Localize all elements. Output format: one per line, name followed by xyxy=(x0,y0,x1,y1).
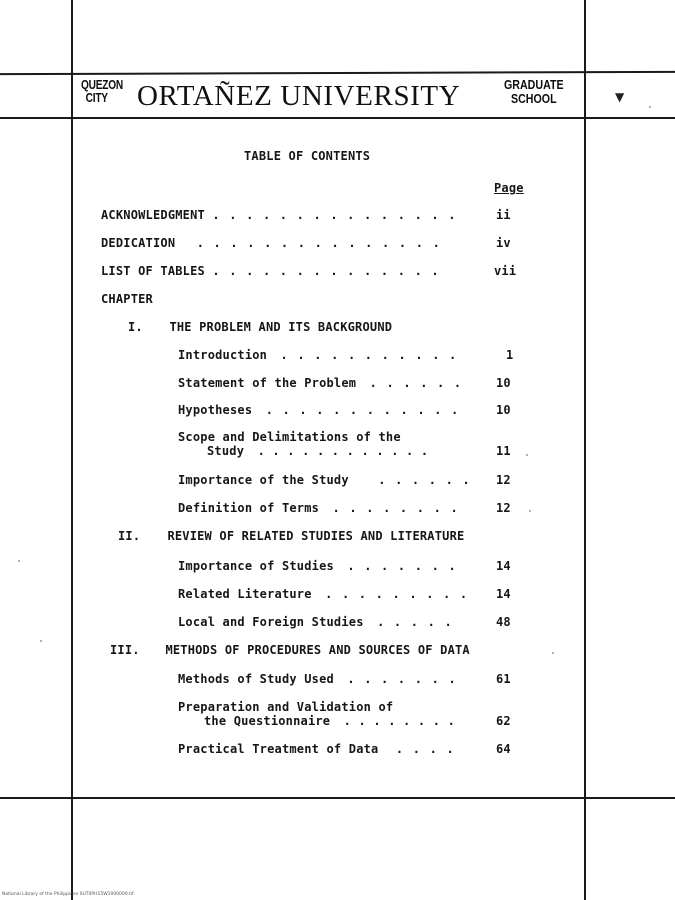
scan-speck xyxy=(529,510,531,512)
toc-entry-page: 10 xyxy=(496,403,511,417)
toc-entry-label: LIST OF TABLES xyxy=(101,264,205,278)
left-margin-line xyxy=(71,0,73,900)
toc-entry xyxy=(178,672,457,686)
toc-entry xyxy=(178,587,468,601)
scan-footer-note: National Library of the Philippines 0UT0PH15W1000000.tif xyxy=(2,892,134,897)
header-top-line xyxy=(0,71,675,75)
right-margin-line xyxy=(584,0,586,900)
toc-entry xyxy=(178,376,462,390)
toc-entry-label: Practical Treatment of Data xyxy=(178,742,379,756)
page-column-header: Page xyxy=(494,181,524,195)
toc-entry xyxy=(178,501,459,515)
leader-dots: . . . . . . . . . . . . . . xyxy=(212,264,440,278)
toc-entry xyxy=(178,403,459,417)
toc-entry-page: 12 xyxy=(496,501,511,515)
toc-entry-label: Related Literature xyxy=(178,587,312,601)
toc-entry-label-line2: Study xyxy=(207,444,245,458)
toc-entry xyxy=(178,559,457,573)
letterhead-school-line1: GRADUATE xyxy=(503,77,564,92)
chapter-title: METHODS OF PROCEDURES AND SOURCES OF DATA xyxy=(165,643,470,657)
scan-speck xyxy=(649,106,651,108)
toc-entry xyxy=(178,430,401,444)
toc-entry-page: 12 xyxy=(496,473,511,487)
toc-entry-label: Preparation and Validation of xyxy=(178,700,394,714)
chapter-number: III. xyxy=(110,643,140,657)
toc-entry-label: Introduction xyxy=(178,348,268,362)
leader-dots: . . . . . . . . . . . . xyxy=(257,444,429,458)
toc-entry-dedication xyxy=(101,236,441,250)
toc-entry-continuation xyxy=(207,444,428,458)
chapter-heading xyxy=(110,643,470,657)
chapter-title: THE PROBLEM AND ITS BACKGROUND xyxy=(169,320,393,334)
scan-speck xyxy=(526,454,528,456)
toc-entry-label: Importance of the Study xyxy=(178,473,349,487)
leader-dots: . . . . . . . xyxy=(347,559,457,573)
scan-speck xyxy=(40,640,42,642)
triangle-mark-icon: ▼ xyxy=(615,90,625,104)
chapter-heading xyxy=(118,529,464,543)
header-bottom-line xyxy=(0,117,675,119)
toc-entry-continuation xyxy=(204,714,455,728)
chapter-label: CHAPTER xyxy=(101,292,153,306)
toc-entry-page: 11 xyxy=(496,444,511,458)
toc-entry-label: Statement of the Problem xyxy=(178,376,357,390)
toc-entry xyxy=(178,473,471,487)
letterhead-city-line1: QUEZON xyxy=(81,77,123,92)
toc-entry-page: iv xyxy=(496,236,511,250)
leader-dots: . . . . . . . . . . . . xyxy=(265,403,460,417)
letterhead-school xyxy=(501,78,567,106)
toc-entry-label: ACKNOWLEDGMENT xyxy=(101,208,205,222)
toc-entry xyxy=(178,700,393,714)
chapter-title: REVIEW OF RELATED STUDIES AND LITERATURE xyxy=(167,529,465,543)
toc-entry xyxy=(178,615,453,629)
leader-dots: . . . . . . xyxy=(378,473,471,487)
toc-entry-label: Scope and Delimitations of the xyxy=(178,430,401,444)
toc-entry-label: Definition of Terms xyxy=(178,501,320,515)
leader-dots: . . . . . . . . . . . xyxy=(280,348,458,362)
leader-dots: . . . . . . . . . xyxy=(325,587,469,601)
letterhead-school-line2: SCHOOL xyxy=(510,91,557,106)
toc-entry xyxy=(178,742,455,756)
toc-entry-label: Importance of Studies xyxy=(178,559,334,573)
toc-entry-label: Hypotheses xyxy=(178,403,253,417)
leader-dots: . . . . xyxy=(395,742,455,756)
toc-entry-page: 64 xyxy=(496,742,511,756)
toc-entry-label: Methods of Study Used xyxy=(178,672,334,686)
toc-entry-page: vii xyxy=(494,264,517,278)
toc-entry-page: 10 xyxy=(496,376,511,390)
toc-entry-acknowledgment xyxy=(101,208,457,222)
letterhead-title: ORTAÑEZ UNIVERSITY xyxy=(137,80,461,112)
toc-entry-label: DEDICATION xyxy=(101,236,176,250)
toc-entry-label: Local and Foreign Studies xyxy=(178,615,364,629)
chapter-number: II. xyxy=(118,529,141,543)
leader-dots: . . . . . . . . . . . . . . . xyxy=(212,208,457,222)
toc-entry-label-line2: the Questionnaire xyxy=(204,714,331,728)
toc-entry-page: 14 xyxy=(496,587,511,601)
toc-entry-page: ii xyxy=(496,208,511,222)
leader-dots: . . . . . . xyxy=(369,376,463,390)
toc-entry-page: 14 xyxy=(496,559,511,573)
scan-speck xyxy=(18,560,20,562)
leader-dots: . . . . . . . . . . . . . . . xyxy=(196,236,442,250)
leader-dots: . . . . . xyxy=(377,615,453,629)
leader-dots: . . . . . . . . xyxy=(332,501,459,515)
toc-entry-list-of-tables xyxy=(101,264,440,278)
toc-entry-page: 61 xyxy=(496,672,511,686)
chapter-heading xyxy=(128,320,392,334)
toc-entry-page: 48 xyxy=(496,615,511,629)
scan-speck xyxy=(552,652,554,654)
toc-title: TABLE OF CONTENTS xyxy=(244,149,371,163)
leader-dots: . . . . . . . xyxy=(347,672,457,686)
letterhead-city xyxy=(81,77,123,105)
toc-entry xyxy=(178,348,457,362)
leader-dots: . . . . . . . . xyxy=(343,714,456,728)
footer-line xyxy=(0,797,675,799)
chapter-number: I. xyxy=(128,320,143,334)
toc-entry-page: 62 xyxy=(496,714,511,728)
letterhead-city-line2: CITY xyxy=(85,90,108,105)
toc-entry-page: 1 xyxy=(506,348,514,362)
